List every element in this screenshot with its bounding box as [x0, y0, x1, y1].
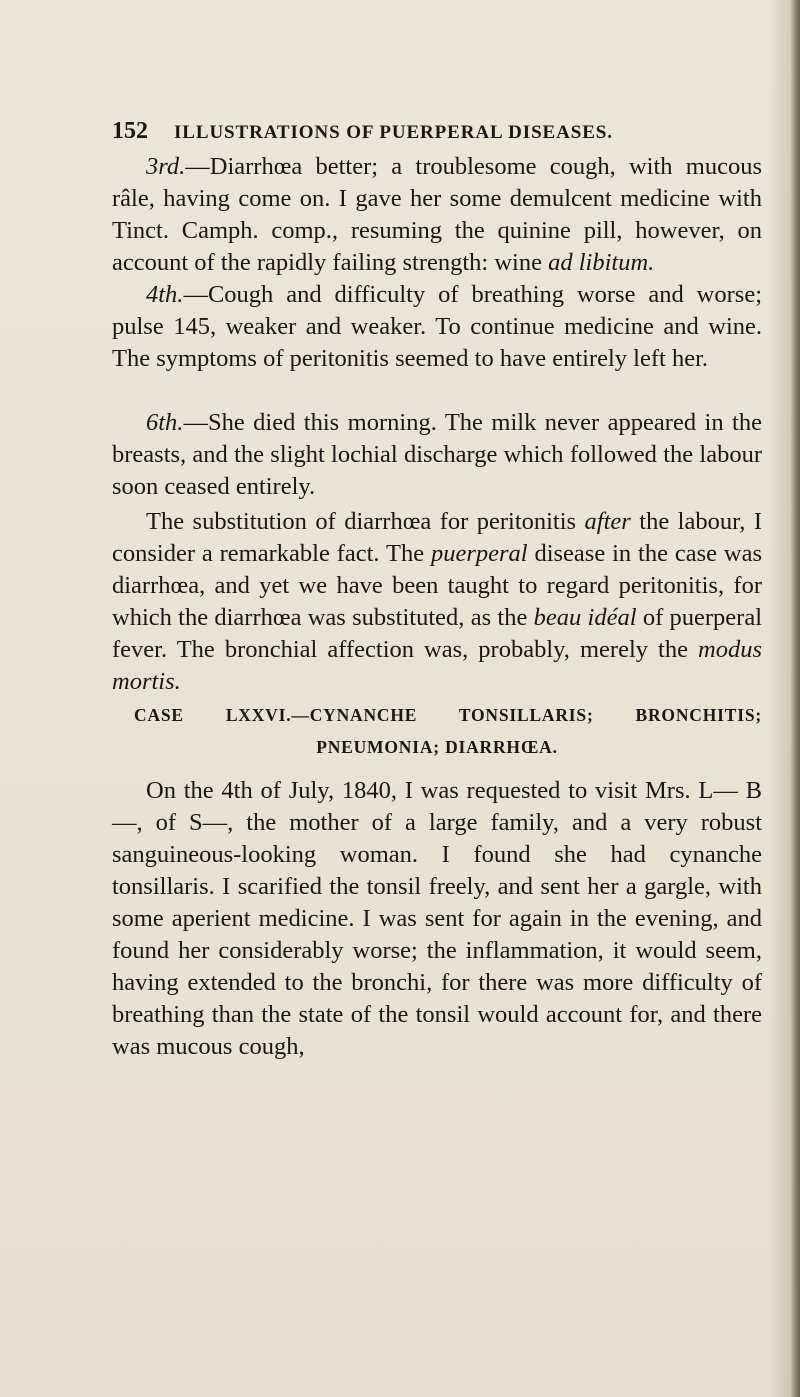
paragraph-6th-text: —She died this morning. The milk never appeared in the breasts, and the slight lochial discharge which followed the labour soon ceased entirely. [112, 409, 762, 500]
paragraph-3rd-italic: ad libitum. [548, 249, 655, 276]
commentary-italic-d: modus mortis. [112, 636, 762, 695]
date-3rd: 3rd. [146, 153, 186, 180]
date-4th: 4th. [146, 281, 184, 308]
commentary-text-a: The substitution of diarrhœa for peritonitis [146, 508, 585, 535]
date-6th: 6th. [146, 409, 184, 436]
commentary-italic-a: after [584, 508, 631, 535]
paragraph-4th-text: —Cough and difficulty of breathing worse and worse; pulse 145, weaker and weaker. To continue medicine and wine. The symptoms of peritonitis seemed to have entirely left her. [112, 281, 762, 372]
case-heading-line-1: CASE LXXVI.—CYNANCHE TONSILLARIS; BRONCHITIS; [134, 705, 762, 725]
commentary-text-c: disease in the case was diarrhœa, and yet we have been taught to regard peritonitis, for which the diarrhœa was substituted, as the [112, 540, 762, 631]
commentary-text-b: the labour, I consider a remarkable fact. The [112, 508, 763, 567]
case-body-text: On the 4th of July, 1840, I was requested to visit Mrs. L— B—, of S—, the mother of a large family, and a very robust sanguineous-looking woman. I found she had cynanche tonsillaris. I scarified the tonsil freely, and sent her a gargle, with some aperient medicine. I was sent for again in the evening, and found her considerably worse; the inflammation, it would seem, having extended to the bronchi, for there was more difficulty of breathing than the state of the tonsil would account for, and there was mucous cough, [112, 777, 762, 1060]
paragraph-commentary [112, 506, 762, 698]
paragraph-3rd-text: —Diarrhœa better; a troublesome cough, with mucous râle, having come on. I gave her some demulcent medicine with Tinct. Camph. comp., resuming the quinine pill, however, on account of the rapidly failing strength: wine [112, 153, 762, 276]
case-heading [112, 699, 762, 763]
paragraph-case-body [112, 775, 762, 1063]
running-title: ILLUSTRATIONS OF PUERPERAL DISEASES. [174, 122, 613, 143]
commentary-italic-b: puerperal [430, 540, 528, 567]
page-number: 152 [112, 118, 148, 144]
case-heading-line-2: PNEUMONIA; DIARRHŒA. [316, 737, 558, 757]
running-header [112, 118, 762, 148]
page-edge-shadow [791, 0, 800, 1397]
paragraph-4th [112, 279, 762, 375]
paragraph-6th [112, 407, 762, 503]
commentary-italic-c: beau idéal [533, 604, 637, 631]
commentary-text-d: of puerperal fever. The bronchial affection was, probably, merely the [112, 604, 763, 663]
paragraph-3rd [112, 151, 762, 279]
